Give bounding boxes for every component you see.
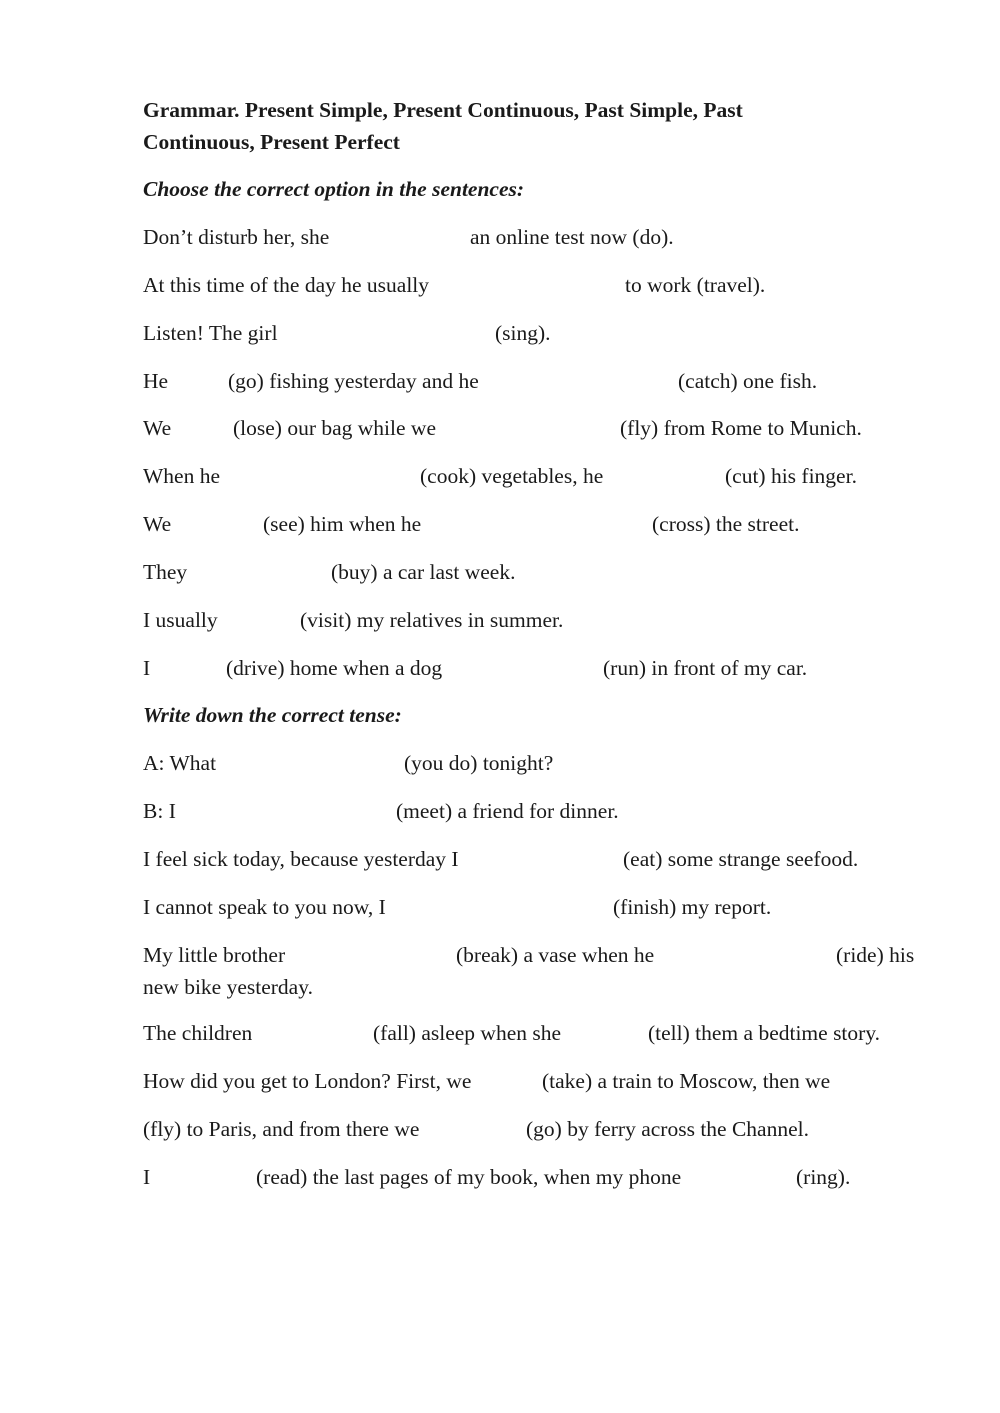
sentence-text: Don’t disturb her, she [143,225,330,249]
sentence-continuation: new bike yesterday. [143,975,313,999]
sentence-text: (meet) a friend for dinner. [396,799,619,823]
sentence-text: (break) a vase when he [456,943,655,967]
exercise-1-sentence [0,509,1000,539]
title-line-2: Continuous, Present Perfect [143,130,400,154]
exercise-2-sentence [0,1114,1000,1144]
exercise-2-sentence [0,844,1000,874]
exercise-1-sentence [0,605,1000,635]
sentence-text: (buy) a car last week. [331,560,516,584]
sentence-text: (go) by ferry across the Channel. [526,1117,809,1141]
exercise-2-sentence [0,892,1000,922]
exercise-2-sentence [0,748,1000,778]
sentence-text: A: What [143,751,217,775]
exercise-2-sentence [0,1162,1000,1192]
sentence-text: When he [143,464,221,488]
sentence-text: (ride) his [836,943,915,967]
sentence-text: to work (travel). [625,273,766,297]
sentence-text: He [143,369,169,393]
sentence-text: (eat) some strange seefood. [623,847,859,871]
sentence-text: (sing). [495,321,551,345]
section-1-heading: Choose the correct option in the sentences: [143,177,525,201]
exercise-1-sentence [0,318,1000,348]
exercise-1-sentence [0,461,1000,491]
exercise-1-sentence [0,413,1000,443]
exercise-2-sentence [0,1066,1000,1096]
sentence-text: My little brother [143,943,286,967]
sentence-text: (ring). [796,1165,851,1189]
exercise-1-sentence [0,366,1000,396]
sentence-text: (drive) home when a dog [226,656,443,680]
sentence-text: The children [143,1021,253,1045]
sentence-text: I usually [143,608,218,632]
page-title [143,94,863,158]
sentence-text: We [143,512,172,536]
sentence-text: (cook) vegetables, he [420,464,604,488]
sentence-text: (see) him when he [263,512,422,536]
sentence-text: B: I [143,799,176,823]
section-2-heading: Write down the correct tense: [143,703,402,727]
exercise-1-sentence [0,653,1000,683]
exercise-2-sentence [0,1018,1000,1048]
sentence-text: How did you get to London? First, we [143,1069,472,1093]
sentence-text: (visit) my relatives in summer. [300,608,564,632]
exercise-1-sentence [0,222,1000,252]
sentence-text: At this time of the day he usually [143,273,430,297]
sentence-text: (cross) the street. [652,512,800,536]
exercise-2-sentence [0,940,1000,970]
title-line-1: Grammar. Present Simple, Present Continuous, Past Simple, Past [143,98,743,122]
sentence-text: (tell) them a bedtime story. [648,1021,881,1045]
sentence-text: (finish) my report. [613,895,772,919]
sentence-text: (fly) from Rome to Munich. [620,416,862,440]
sentence-text: I [143,656,151,680]
sentence-text: (run) in front of my car. [603,656,808,680]
sentence-text: (take) a train to Moscow, then we [542,1069,831,1093]
exercise-1-sentence [0,557,1000,587]
sentence-text: (read) the last pages of my book, when my phone [256,1165,682,1189]
exercise-2-sentence [0,796,1000,826]
sentence-text: I feel sick today, because yesterday I [143,847,459,871]
sentence-text: I cannot speak to you now, I [143,895,386,919]
sentence-text: (cut) his finger. [725,464,857,488]
sentence-text: We [143,416,172,440]
sentence-text: (lose) our bag while we [233,416,436,440]
sentence-text: an online test now (do). [470,225,674,249]
sentence-text: (you do) tonight? [404,751,554,775]
exercise-1-sentence [0,270,1000,300]
sentence-text: I [143,1165,151,1189]
sentence-text: (fly) to Paris, and from there we [143,1117,420,1141]
sentence-text: (catch) one fish. [678,369,818,393]
sentence-text: They [143,560,188,584]
sentence-text: (go) fishing yesterday and he [228,369,479,393]
sentence-text: Listen! The girl [143,321,278,345]
sentence-text: (fall) asleep when she [373,1021,562,1045]
